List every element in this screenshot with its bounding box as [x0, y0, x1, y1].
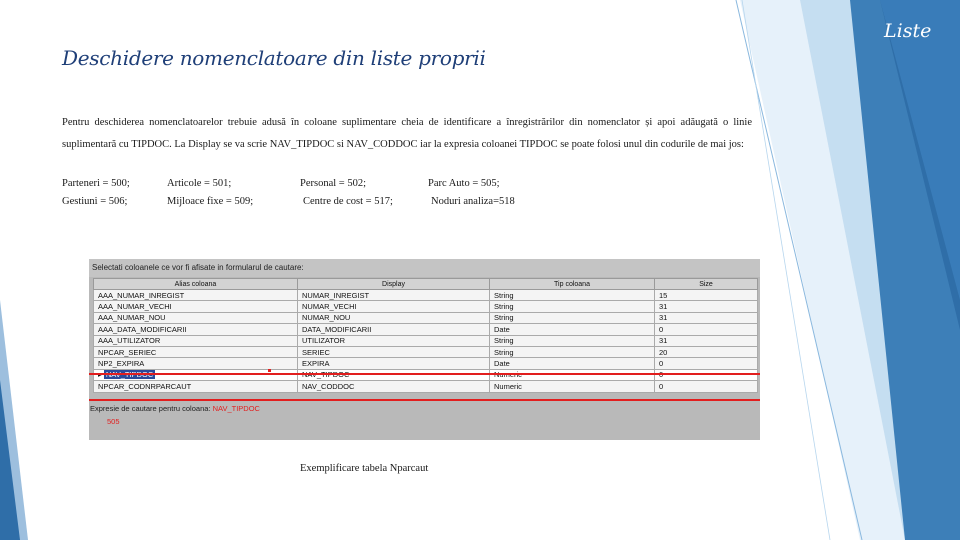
cell-type: Date — [490, 324, 655, 335]
cell-type: String — [490, 335, 655, 346]
cell-alias: AAA_DATA_MODIFICARII — [94, 324, 298, 335]
cell-size: 15 — [655, 290, 758, 301]
code-gestiuni: Gestiuni = 506; — [62, 196, 128, 207]
section-label: Liste — [884, 20, 932, 42]
cell-size: 0 — [655, 324, 758, 335]
cell-display: NUMAR_NOU — [298, 312, 490, 323]
table-row — [94, 301, 758, 312]
slide-title: Deschidere nomenclatoare din liste proprii — [62, 46, 486, 70]
code-parteneri: Parteneri = 500; — [62, 178, 130, 189]
code-personal: Personal = 502; — [300, 178, 366, 189]
code-noduri-analiza: Noduri analiza=518 — [431, 196, 515, 207]
cell-type: String — [490, 312, 655, 323]
cell-display: SERIEC — [298, 346, 490, 357]
table-row — [94, 335, 758, 346]
cell-size: 0 — [655, 381, 758, 392]
table-row — [94, 358, 758, 369]
cell-type: Numeric — [490, 381, 655, 392]
code-parc-auto: Parc Auto = 505; — [428, 178, 500, 189]
cell-type: String — [490, 346, 655, 357]
col-header-size: Size — [655, 279, 758, 290]
cell-alias: AAA_UTILIZATOR — [94, 335, 298, 346]
code-mijloace-fixe: Mijloace fixe = 509; — [167, 196, 254, 207]
cell-display: DATA_MODIFICARII — [298, 324, 490, 335]
expression-value: 505 — [107, 417, 120, 426]
cell-display: EXPIRA — [298, 358, 490, 369]
screenshot-header — [89, 259, 760, 277]
cell-alias: NPCAR_SERIEC — [94, 346, 298, 357]
col-header-alias: Alias coloana — [94, 279, 298, 290]
description-paragraph: Pentru deschiderea nomenclatoarelor trebuie adusă în coloane suplimentare cheia de identificare a înregistrărilor din nomenclator și apoi adăugată o linie suplimentară cu TIPDOC. La Display se va scrie NAV_TIPDOC si NAV_CODDOC iar la expresia coloanei TIPDOC se poate folosi unul din codurile de mai jos: — [62, 117, 752, 150]
cell-alias: NP2_EXPIRA — [94, 358, 298, 369]
figure-caption: Exemplificare tabela Nparcaut — [300, 463, 429, 474]
cell-type: Date — [490, 358, 655, 369]
cell-display: NUMAR_VECHI — [298, 301, 490, 312]
cell-size: 31 — [655, 335, 758, 346]
code-articole: Articole = 501; — [167, 178, 232, 189]
cell-display: NAV_CODDOC — [298, 381, 490, 392]
table-row — [94, 381, 758, 392]
table-row — [94, 346, 758, 357]
cell-display: NUMAR_INREGIST — [298, 290, 490, 301]
table-row — [94, 312, 758, 323]
col-header-display: Display — [298, 279, 490, 290]
cell-size: 0 — [655, 358, 758, 369]
highlight-line-top — [89, 373, 760, 375]
cell-alias: AAA_NUMAR_INREGIST — [94, 290, 298, 301]
columns-table — [93, 278, 758, 393]
code-centre-cost: Centre de cost = 517; — [303, 196, 393, 207]
cell-size: 31 — [655, 312, 758, 323]
highlight-line-bottom — [89, 399, 760, 401]
cell-type: String — [490, 290, 655, 301]
cell-alias: NPCAR_CODNRPARCAUT — [94, 381, 298, 392]
cell-size: 20 — [655, 346, 758, 357]
table-row — [94, 324, 758, 335]
highlight-marker — [268, 369, 271, 372]
cell-size: 31 — [655, 301, 758, 312]
col-header-type: Tip coloana — [490, 279, 655, 290]
expression-label — [90, 404, 260, 413]
cell-display: UTILIZATOR — [298, 335, 490, 346]
table-row — [94, 290, 758, 301]
screenshot-header-title: Selectati coloanele ce vor fi afisate in formularul de cautare: — [92, 263, 304, 272]
expression-label-text: Expresie de cautare pentru coloana: — [90, 404, 211, 413]
expression-column: NAV_TIPDOC — [212, 404, 260, 413]
cell-alias: AAA_NUMAR_NOU — [94, 312, 298, 323]
cell-type: String — [490, 301, 655, 312]
cell-alias: AAA_NUMAR_VECHI — [94, 301, 298, 312]
